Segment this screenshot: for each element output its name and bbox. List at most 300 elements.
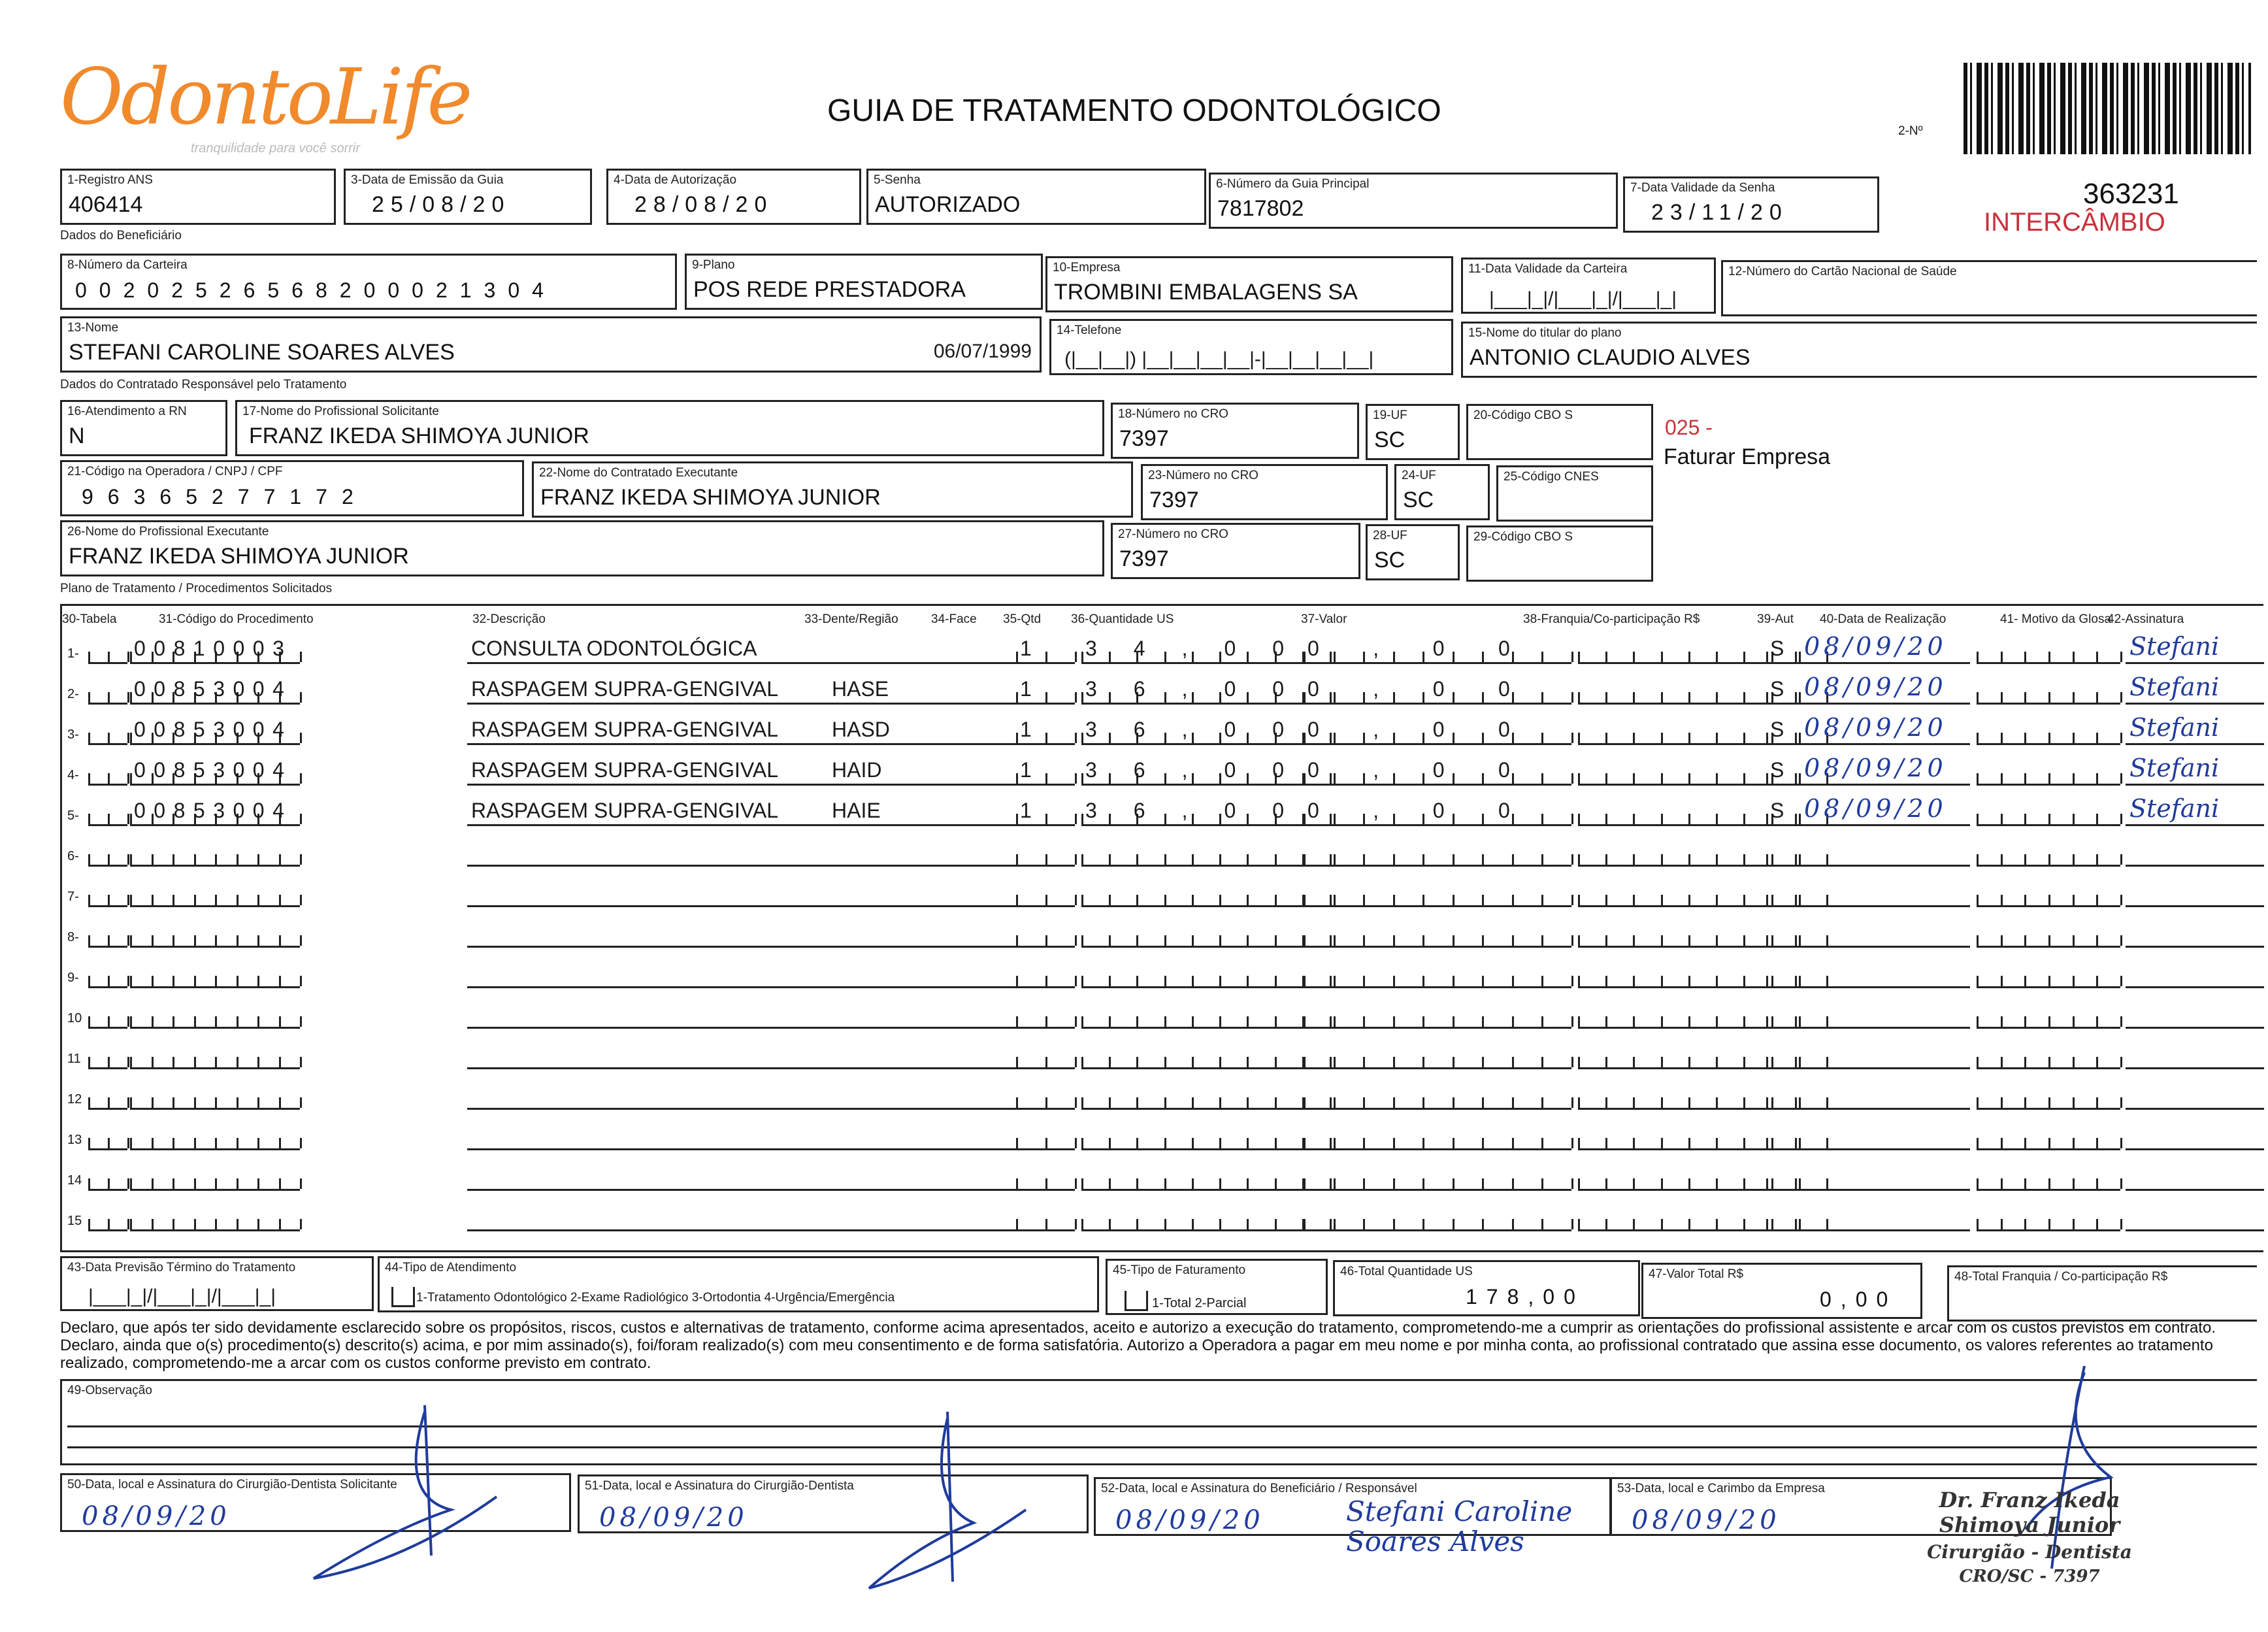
cell-face xyxy=(921,1005,1025,1029)
cell-descricao: RASPAGEM SUPRA-GENGIVAL xyxy=(467,802,866,826)
cell-glosa xyxy=(1977,842,2120,867)
cell-assinatura xyxy=(2126,964,2264,988)
cell-face xyxy=(921,1167,1025,1191)
signature-51-date: 08/09/20 xyxy=(599,1503,748,1533)
cell-qtd: 1 xyxy=(1016,640,1075,664)
row-number: 7- xyxy=(67,890,79,904)
titular-field: 15-Nome do titular do plano ANTONIO CLAUDIO ALVES xyxy=(1461,322,2257,378)
empresa-value: TROMBINI EMBALAGENS SA xyxy=(1054,280,1358,305)
cro-23-value: 7397 xyxy=(1149,488,1199,512)
cartao-nacional-field: 12-Número do Cartão Nacional de Saúde xyxy=(1721,260,2257,316)
cell-us: 36,00 xyxy=(1081,680,1330,705)
cell-descricao xyxy=(467,1167,866,1191)
cell-descricao xyxy=(467,1005,866,1029)
cell-codigo xyxy=(130,1207,300,1231)
carteira-field: 8-Número da Carteira 00202526568200021304 xyxy=(60,254,677,310)
table-row xyxy=(62,754,2265,794)
profissional-executante-value: FRANZ IKEDA SHIMOYA JUNIOR xyxy=(69,544,409,569)
table-row xyxy=(62,794,2265,835)
registro-ans-value: 406414 xyxy=(69,192,143,217)
cell-glosa xyxy=(1977,924,2120,948)
cell-qtd xyxy=(1016,883,1075,907)
uf-19-value: SC xyxy=(1374,427,1405,452)
validade-carteira-field: 11-Data Validade da Carteira |___|_|/|___|_|/|___|_| xyxy=(1461,258,1716,314)
cell-glosa xyxy=(1977,721,2120,745)
signature-51-field: 51-Data, local e Assinatura do Cirurgião-Dentista 08/09/20 xyxy=(578,1474,1089,1533)
birth-date: 06/07/1999 xyxy=(933,341,1032,362)
cell-qtd: 1 xyxy=(1016,721,1075,745)
signature-52-date: 08/09/20 xyxy=(1115,1505,1264,1535)
titular-value: ANTONIO CLAUDIO ALVES xyxy=(1470,345,1750,370)
section-contratado: Dados do Contratado Responsável pelo Tratamento xyxy=(60,378,347,391)
cell-assinatura xyxy=(2126,924,2264,948)
guide-number-label: 2-Nº xyxy=(1898,124,1923,138)
cell-qtd xyxy=(1016,1045,1075,1069)
cell-face xyxy=(921,761,1025,786)
cell-valor xyxy=(1304,1167,1571,1191)
cell-codigo: 00853004 xyxy=(130,761,300,786)
cell-face xyxy=(921,1086,1025,1110)
cnes-25-field: 25-Código CNES xyxy=(1496,465,1653,522)
cell-data xyxy=(1800,883,1970,907)
table-row xyxy=(62,1199,2265,1240)
row-number: 13 xyxy=(67,1133,82,1147)
cell-us xyxy=(1081,924,1330,948)
data-emissao-value: 25/08/20 xyxy=(372,192,511,217)
cell-tabela xyxy=(88,1086,127,1110)
cell-aut xyxy=(1766,1167,1795,1191)
cell-us xyxy=(1081,842,1330,867)
total-us-value: 178,00 xyxy=(1466,1285,1585,1308)
cell-valor: 0,00 xyxy=(1304,721,1571,745)
cell-qtd xyxy=(1016,842,1075,867)
cell-codigo: 00810003 xyxy=(130,640,300,664)
cell-data: 08/09/20 xyxy=(1800,761,1970,786)
row-number: 14 xyxy=(67,1173,82,1188)
cell-valor xyxy=(1304,1005,1571,1029)
cell-descricao xyxy=(467,842,866,867)
table-header xyxy=(62,606,2265,632)
barcode-number: 363231 xyxy=(2083,178,2179,210)
cell-assinatura xyxy=(2126,1086,2264,1110)
header-descricao: 32-Descrição xyxy=(472,612,546,626)
validade-senha-field: 7-Data Validade da Senha 23/11/20 xyxy=(1623,176,1879,233)
beneficiary-signature: Stefani Caroline Soares Alves xyxy=(1346,1495,1573,1557)
cell-descricao: RASPAGEM SUPRA-GENGIVAL xyxy=(467,721,866,745)
cell-valor xyxy=(1304,1126,1571,1150)
stamp-line-3: CRO/SC - 7397 xyxy=(1959,1567,2100,1586)
logo-tagline: tranquilidade para você sorrir xyxy=(191,141,361,156)
cell-codigo xyxy=(130,964,300,988)
cell-assinatura xyxy=(2126,842,2264,867)
cell-assinatura xyxy=(2126,1207,2264,1231)
uf-19-field: 19-UF SC xyxy=(1366,404,1460,460)
tipo-atendimento-field: 44-Tipo de Atendimento 1-Tratamento Odontológico 2-Exame Radiológico 3-Ortodontia 4-Urgência/Emergência xyxy=(378,1256,1099,1312)
cell-valor xyxy=(1304,883,1571,907)
cell-assinatura: Stefani xyxy=(2126,640,2264,664)
cell-face xyxy=(921,924,1025,948)
uf-28-field: 28-UF SC xyxy=(1366,524,1460,580)
cell-face xyxy=(921,640,1025,664)
cell-us: 36,00 xyxy=(1081,761,1330,786)
cell-face xyxy=(921,802,1025,826)
signature-53-field: 53-Data, local e Carimbo da Empresa 08/09/20 xyxy=(1610,1477,2112,1536)
cell-us: 36,00 xyxy=(1081,721,1330,745)
tipo-faturamento-field: 45-Tipo de Faturamento 1-Total 2-Parcial xyxy=(1106,1259,1328,1315)
row-number: 1- xyxy=(67,646,79,661)
stamp-line-2: Cirurgião - Dentista xyxy=(1927,1541,2132,1563)
cell-valor: 0,00 xyxy=(1304,680,1571,705)
cell-glosa xyxy=(1977,964,2120,988)
cell-qtd xyxy=(1016,924,1075,948)
intercambio-stamp: INTERCÂMBIO xyxy=(1984,208,2165,237)
header-face: 34-Face xyxy=(931,612,977,626)
cro-18-field: 18-Número no CRO 7397 xyxy=(1111,403,1359,459)
table-row xyxy=(62,713,2265,754)
cell-us xyxy=(1081,1005,1330,1029)
cell-face xyxy=(921,1126,1025,1150)
guia-principal-field: 6-Número da Guia Principal 7817802 xyxy=(1209,173,1618,229)
header-codigo: 31-Código do Procedimento xyxy=(159,612,314,626)
cro-27-field: 27-Número no CRO 7397 xyxy=(1111,523,1360,579)
cell-codigo xyxy=(130,924,300,948)
barcode xyxy=(1964,63,2251,154)
row-number: 8- xyxy=(67,930,79,944)
cell-dente: HASD xyxy=(828,721,965,745)
uf-24-field: 24-UF SC xyxy=(1394,464,1490,520)
cell-us: 34,00 xyxy=(1081,640,1330,664)
cell-valor xyxy=(1304,924,1571,948)
uf-28-value: SC xyxy=(1374,548,1405,573)
row-number: 10 xyxy=(67,1011,82,1025)
data-autorizacao-value: 28/08/20 xyxy=(634,192,774,217)
cell-codigo: 00853004 xyxy=(130,721,300,745)
cell-aut xyxy=(1766,1086,1795,1110)
cell-tabela xyxy=(88,680,127,705)
logo xyxy=(60,52,470,156)
total-franquia-field: 48-Total Franquia / Co-participação R$ xyxy=(1947,1265,2257,1322)
header-us: 36-Quantidade US xyxy=(1071,612,1174,626)
cell-dente: HAID xyxy=(828,761,965,786)
cell-glosa xyxy=(1977,802,2120,826)
cell-face xyxy=(921,721,1025,745)
cell-aut: S xyxy=(1766,802,1795,826)
cell-descricao: CONSULTA ODONTOLÓGICA xyxy=(467,640,866,664)
nome-value: STEFANI CAROLINE SOARES ALVES xyxy=(69,340,455,365)
cell-glosa xyxy=(1977,1045,2120,1069)
cell-glosa xyxy=(1977,680,2120,705)
atendimento-rn-value: N xyxy=(69,424,85,448)
cell-aut xyxy=(1766,964,1795,988)
cell-assinatura: Stefani xyxy=(2126,721,2264,745)
cell-assinatura xyxy=(2126,883,2264,907)
codigo-operadora-field: 21-Código na Operadora / CNPJ / CPF 96365277172 xyxy=(60,460,524,516)
cell-data xyxy=(1800,1167,1970,1191)
cell-qtd xyxy=(1016,1126,1075,1150)
cell-us xyxy=(1081,1126,1330,1150)
cell-tabela xyxy=(88,640,127,664)
cell-valor xyxy=(1304,842,1571,867)
table-row xyxy=(62,875,2265,916)
cell-aut xyxy=(1766,1207,1795,1231)
signature-50-field: 50-Data, local e Assinatura do Cirurgião-Dentista Solicitante 08/09/20 xyxy=(60,1473,571,1532)
cell-face xyxy=(921,883,1025,907)
carteira-value: 00202526568200021304 xyxy=(75,278,556,302)
row-number: 6- xyxy=(67,849,79,863)
contratado-executante-field: 22-Nome do Contratado Executante FRANZ IKEDA SHIMOYA JUNIOR xyxy=(532,461,1133,518)
cell-valor xyxy=(1304,1086,1571,1110)
cell-data xyxy=(1800,1126,1970,1150)
cell-data: 08/09/20 xyxy=(1800,680,1970,705)
cell-data: 08/09/20 xyxy=(1800,721,1970,745)
empresa-field: 10-Empresa TROMBINI EMBALAGENS SA xyxy=(1045,256,1453,312)
codigo-operadora-value: 96365277172 xyxy=(82,485,368,508)
handwritten-note: Faturar Empresa xyxy=(1664,444,1831,469)
atendimento-rn-field: 16-Atendimento a RN N xyxy=(60,400,227,456)
header-aut: 39-Aut xyxy=(1757,612,1794,626)
cell-descricao xyxy=(467,924,866,948)
header-valor: 37-Valor xyxy=(1301,612,1347,626)
procedures-table xyxy=(60,604,2263,1252)
cell-face xyxy=(921,680,1025,705)
previsao-termino-field: 43-Data Previsão Término do Tratamento |___|_|/|___|_|/|___|_| xyxy=(60,1256,374,1311)
cell-descricao: RASPAGEM SUPRA-GENGIVAL xyxy=(467,680,866,705)
cell-data xyxy=(1800,1045,1970,1069)
header-franquia: 38-Franquia/Co-participação R$ xyxy=(1523,612,1700,626)
cell-codigo xyxy=(130,842,300,867)
cell-descricao xyxy=(467,964,866,988)
cell-dente: HAIE xyxy=(828,802,965,826)
row-number: 15 xyxy=(67,1214,82,1228)
header-data: 40-Data de Realização xyxy=(1820,612,1947,626)
contratado-executante-value: FRANZ IKEDA SHIMOYA JUNIOR xyxy=(540,485,881,510)
senha-field: 5-Senha AUTORIZADO xyxy=(866,169,1206,225)
row-number: 4- xyxy=(67,768,79,782)
cell-us xyxy=(1081,1045,1330,1069)
cell-codigo xyxy=(130,1086,300,1110)
table-row xyxy=(62,673,2265,713)
table-row xyxy=(62,1037,2265,1078)
cell-assinatura: Stefani xyxy=(2126,761,2264,786)
cell-face xyxy=(921,1207,1025,1231)
cell-tabela xyxy=(88,964,127,988)
cro-23-field: 23-Número no CRO 7397 xyxy=(1141,464,1388,520)
cell-assinatura: Stefani xyxy=(2126,680,2264,705)
valor-total-field: 47-Valor Total R$ 0,00 xyxy=(1641,1263,1922,1319)
nome-field: 13-Nome STEFANI CAROLINE SOARES ALVES 06/07/1999 xyxy=(60,316,1042,373)
cell-glosa xyxy=(1977,1167,2120,1191)
row-number: 2- xyxy=(67,687,79,701)
previsao-termino-slots: |___|_|/|___|_|/|___|_| xyxy=(88,1286,276,1307)
cell-aut: S xyxy=(1766,721,1795,745)
section-beneficiario: Dados do Beneficiário xyxy=(60,229,182,242)
telefone-slots: (|__|__|) |__|__|__|__|-|__|__|__|__| xyxy=(1064,348,1374,370)
tipo-atendimento-box xyxy=(391,1287,415,1307)
section-plano-tratamento: Plano de Tratamento / Procedimentos Solicitados xyxy=(60,582,333,595)
cell-glosa xyxy=(1977,640,2120,664)
cell-descricao xyxy=(467,1126,866,1150)
cell-us: 36,00 xyxy=(1081,802,1330,826)
cell-aut: S xyxy=(1766,761,1795,786)
cell-descricao: RASPAGEM SUPRA-GENGIVAL xyxy=(467,761,866,786)
cell-codigo xyxy=(130,1005,300,1029)
cell-aut xyxy=(1766,883,1795,907)
cell-us xyxy=(1081,964,1330,988)
cell-glosa xyxy=(1977,883,2120,907)
cell-tabela xyxy=(88,1126,127,1150)
cell-face xyxy=(921,842,1025,867)
cell-descricao xyxy=(467,1045,866,1069)
senha-value: AUTORIZADO xyxy=(875,192,1021,217)
table-row xyxy=(62,997,2265,1037)
cell-qtd xyxy=(1016,964,1075,988)
cell-qtd: 1 xyxy=(1016,802,1075,826)
cbo-20-field: 20-Código CBO S xyxy=(1466,404,1653,460)
data-emissao-field: 3-Data de Emissão da Guia 25/08/20 xyxy=(344,169,592,225)
cell-aut xyxy=(1766,1045,1795,1069)
cro-18-value: 7397 xyxy=(1119,426,1169,451)
signature-53-date: 08/09/20 xyxy=(1632,1505,1781,1535)
cell-data: 08/09/20 xyxy=(1800,802,1970,826)
signature-52-field: 52-Data, local e Assinatura do Beneficiário / Responsável 08/09/20 xyxy=(1094,1477,1611,1536)
cell-descricao xyxy=(467,1207,866,1231)
cell-descricao xyxy=(467,883,866,907)
row-number: 5- xyxy=(67,808,79,823)
cro-27-value: 7397 xyxy=(1119,546,1169,571)
cell-qtd xyxy=(1016,1005,1075,1029)
uf-24-value: SC xyxy=(1403,488,1434,512)
observacao-field: 49-Observação xyxy=(60,1379,2257,1465)
cell-data xyxy=(1800,964,1970,988)
cell-glosa xyxy=(1977,1207,2120,1231)
cell-assinatura xyxy=(2126,1126,2264,1150)
dentist-signature-2 xyxy=(849,1405,1045,1601)
cell-valor: 0,00 xyxy=(1304,761,1571,786)
table-row xyxy=(62,956,2265,997)
cell-assinatura xyxy=(2126,1045,2264,1069)
telefone-field: 14-Telefone (|__|__|) |__|__|__|__|-|__|__|__|__| xyxy=(1049,319,1453,375)
total-us-field: 46-Total Quantidade US 178,00 xyxy=(1333,1260,1640,1316)
row-number: 11 xyxy=(67,1052,81,1066)
cell-descricao xyxy=(467,1086,866,1110)
cell-aut xyxy=(1766,1005,1795,1029)
valor-total-value: 0,00 xyxy=(1820,1288,1898,1311)
cell-glosa xyxy=(1977,761,2120,786)
table-row xyxy=(62,1159,2265,1199)
cell-data: 08/09/20 xyxy=(1800,640,1970,664)
cell-data xyxy=(1800,924,1970,948)
validade-senha-value: 23/11/20 xyxy=(1651,200,1788,225)
cell-tabela xyxy=(88,924,127,948)
plano-field: 9-Plano POS REDE PRESTADORA xyxy=(685,254,1043,310)
cell-us xyxy=(1081,1167,1330,1191)
cell-face xyxy=(921,1045,1025,1069)
cell-codigo xyxy=(130,1045,300,1069)
cell-glosa xyxy=(1977,1126,2120,1150)
cell-tabela xyxy=(88,1167,127,1191)
cell-tabela xyxy=(88,761,127,786)
cell-valor xyxy=(1304,1045,1571,1069)
cell-codigo xyxy=(130,1167,300,1191)
cell-codigo xyxy=(130,883,300,907)
profissional-executante-field: 26-Nome do Profissional Executante FRANZ IKEDA SHIMOYA JUNIOR xyxy=(60,520,1104,576)
row-number: 9- xyxy=(67,971,79,985)
cell-valor: 0,00 xyxy=(1304,640,1571,664)
cell-qtd: 1 xyxy=(1016,680,1075,705)
cell-us xyxy=(1081,883,1330,907)
table-row xyxy=(62,1118,2265,1159)
guia-principal-value: 7817802 xyxy=(1217,196,1304,221)
cell-assinatura xyxy=(2126,1167,2264,1191)
cell-tabela xyxy=(88,1045,127,1069)
row-number: 3- xyxy=(67,727,79,742)
dentist-signature-1 xyxy=(301,1399,510,1595)
cell-glosa xyxy=(1977,1086,2120,1110)
cell-tabela xyxy=(88,883,127,907)
cell-dente: HASE xyxy=(828,680,965,705)
cell-qtd xyxy=(1016,1167,1075,1191)
declaration-text: Declaro, que após ter sido devidamente esclarecido sobre os propósitos, riscos, custos e alternativas de tratamento, conforme acima apresentados, aceito e autorizo a execução do tratamento, comprometendo-me a cumprir as orientações do profissional assistente e arcar com os custos previstos em contrato. Declaro, ainda que o(s) procedimento(s) descrito(s) acima, e por mim assinado(s), foi/foram realizado(s) com meu consentimento e de forma satisfatória. Autorizo a Operadora a pagar em meu nome e por minha conta, ao profissional contratado que assina esse documento, os valores referentes ao tratamento realizado, comprometendo-me a arcar com os custos conforme previsto em contrato. xyxy=(60,1319,2216,1372)
table-row xyxy=(62,916,2265,956)
cell-tabela xyxy=(88,802,127,826)
page-title: GUIA DE TRATAMENTO ODONTOLÓGICO xyxy=(827,93,1441,128)
cell-valor xyxy=(1304,1207,1571,1231)
cell-aut: S xyxy=(1766,640,1795,664)
plano-value: POS REDE PRESTADORA xyxy=(693,277,966,302)
cell-aut xyxy=(1766,924,1795,948)
cell-data xyxy=(1800,1005,1970,1029)
cell-tabela xyxy=(88,721,127,745)
header-qtd: 35-Qtd xyxy=(1003,612,1042,626)
cell-face xyxy=(921,964,1025,988)
profissional-solicitante-field: 17-Nome do Profissional Solicitante FRANZ IKEDA SHIMOYA JUNIOR xyxy=(235,400,1104,456)
cell-aut xyxy=(1766,842,1795,867)
cell-tabela xyxy=(88,1207,127,1231)
cell-data xyxy=(1800,1086,1970,1110)
cell-codigo xyxy=(130,1126,300,1150)
handwritten-code: 025 - xyxy=(1665,416,1713,439)
header-assinatura: 42-Assinatura xyxy=(2107,612,2184,626)
cell-valor: 0,00 xyxy=(1304,802,1571,826)
cell-qtd xyxy=(1016,1207,1075,1231)
header-tabela: 30-Tabela xyxy=(62,612,117,626)
cell-assinatura: Stefani xyxy=(2126,802,2264,826)
cell-codigo: 00853004 xyxy=(130,680,300,705)
signature-50-date: 08/09/20 xyxy=(82,1501,231,1531)
cell-us xyxy=(1081,1086,1330,1110)
tipo-faturamento-box xyxy=(1125,1291,1148,1311)
cell-data xyxy=(1800,1207,1970,1231)
cell-assinatura xyxy=(2126,1005,2264,1029)
table-row xyxy=(62,1078,2265,1118)
dentist-stamp xyxy=(1886,1488,2173,1586)
cell-us xyxy=(1081,1207,1330,1231)
table-row xyxy=(62,835,2265,875)
table-row xyxy=(62,632,2265,673)
cell-qtd xyxy=(1016,1086,1075,1110)
cbo-29-field: 29-Código CBO S xyxy=(1466,525,1653,582)
tipo-atendimento-options: 1-Tratamento Odontológico 2-Exame Radiológico 3-Ortodontia 4-Urgência/Emergência xyxy=(416,1291,895,1305)
row-number: 12 xyxy=(67,1092,82,1107)
data-autorizacao-field: 4-Data de Autorização 28/08/20 xyxy=(606,169,861,225)
logo-brand: OdontoLife xyxy=(60,52,470,142)
header-glosa: 41- Motivo da Glosa xyxy=(2000,612,2112,626)
tipo-faturamento-options: 1-Total 2-Parcial xyxy=(1152,1296,1247,1310)
cell-tabela xyxy=(88,1005,127,1029)
cell-valor xyxy=(1304,964,1571,988)
cell-aut: S xyxy=(1766,680,1795,705)
cell-tabela xyxy=(88,842,127,867)
